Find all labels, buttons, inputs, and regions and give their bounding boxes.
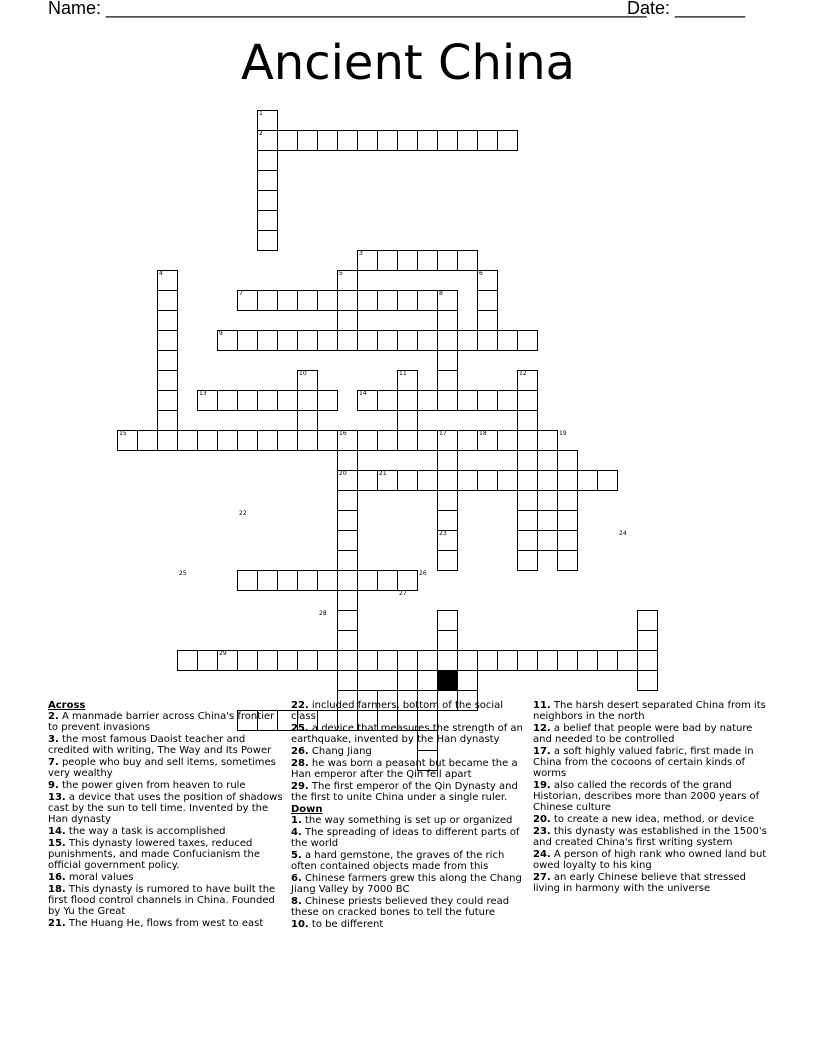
grid-cell[interactable]: [577, 470, 598, 491]
grid-cell[interactable]: [537, 430, 558, 451]
grid-cell[interactable]: [457, 330, 478, 351]
grid-cell[interactable]: [337, 310, 358, 331]
clue-item-text: people who buy and sell items, sometimes very wealthy: [48, 757, 276, 779]
grid-cell[interactable]: [517, 530, 538, 551]
clue-number-label: 15: [119, 430, 127, 437]
clue-item-number: 18.: [48, 884, 66, 895]
grid-cell[interactable]: [517, 450, 538, 471]
grid-cell[interactable]: [457, 470, 478, 491]
clue-item-number: 29.: [291, 781, 309, 792]
clue-item: [291, 873, 529, 895]
grid-cell[interactable]: [517, 510, 538, 531]
grid-cell[interactable]: [377, 570, 398, 591]
grid-cell[interactable]: [517, 650, 538, 671]
grid-cell[interactable]: [297, 130, 318, 151]
grid-cell[interactable]: [237, 650, 258, 671]
grid-cell[interactable]: [357, 330, 378, 351]
grid-cell[interactable]: [257, 230, 278, 251]
grid-cell[interactable]: [517, 330, 538, 351]
grid-cell[interactable]: [257, 210, 278, 231]
grid-cell[interactable]: [317, 570, 338, 591]
clue-item-number: 12.: [533, 723, 551, 734]
clue-item: [291, 700, 529, 722]
clue-number-label: 1: [259, 110, 263, 117]
clue-item-number: 20.: [533, 814, 551, 825]
grid-cell[interactable]: [637, 650, 658, 671]
clue-item: [291, 746, 529, 757]
grid-cell[interactable]: [277, 330, 298, 351]
grid-cell[interactable]: [277, 570, 298, 591]
grid-cell[interactable]: [417, 390, 438, 411]
grid-cell[interactable]: [257, 150, 278, 171]
grid-cell[interactable]: [477, 130, 498, 151]
clue-number-label: 14: [359, 390, 367, 397]
grid-cell[interactable]: [157, 330, 178, 351]
clue-item: [533, 723, 771, 745]
grid-cell[interactable]: [297, 390, 318, 411]
clue-number-label: 10: [299, 370, 307, 377]
grid-cell[interactable]: [337, 670, 358, 691]
grid-cell[interactable]: [557, 470, 578, 491]
grid-cell[interactable]: [457, 670, 478, 691]
grid-cell[interactable]: [477, 650, 498, 671]
grid-cell[interactable]: [637, 610, 658, 631]
clue-item-number: 8.: [291, 896, 302, 907]
clue-item: [533, 700, 771, 722]
clue-number-label: 23: [439, 530, 447, 537]
clue-item-text: A manmade barrier across China's frontier to prevent invasions: [48, 711, 275, 733]
grid-cell[interactable]: [337, 550, 358, 571]
grid-cell[interactable]: [277, 390, 298, 411]
grid-cell[interactable]: [577, 650, 598, 671]
clue-number-label: 8: [439, 290, 443, 297]
clue-item-number: 21.: [48, 918, 66, 929]
grid-cell[interactable]: [357, 430, 378, 451]
clue-item-number: 7.: [48, 757, 59, 768]
clue-item-number: 2.: [48, 711, 59, 722]
name-line: Name: ______________________________________________________: [48, 0, 647, 18]
grid-cell[interactable]: [337, 130, 358, 151]
clue-item-text: also called the records of the grand Historian, describes more than 2000 years of Chinese culture: [533, 780, 760, 813]
grid-cell[interactable]: [397, 250, 418, 271]
clue-item-text: Chinese farmers grew this along the Chang Jiang Valley by 7000 BC: [291, 873, 522, 895]
grid-cell[interactable]: [477, 470, 498, 491]
grid-cell[interactable]: [317, 290, 338, 311]
clue-number-label: 13: [199, 390, 207, 397]
grid-cell[interactable]: [497, 650, 518, 671]
grid-cell[interactable]: [417, 330, 438, 351]
clue-item: [291, 919, 529, 930]
grid-cell[interactable]: [357, 290, 378, 311]
clue-item-text: the most famous Daoist teacher and credited with writing, The Way and Its Power: [48, 734, 272, 756]
grid-cell[interactable]: [277, 130, 298, 151]
grid-cell[interactable]: [417, 430, 438, 451]
grid-cell[interactable]: [377, 250, 398, 271]
grid-cell[interactable]: [337, 570, 358, 591]
clue-item-text: this dynasty was established in the 1500's and created China's first writing system: [533, 826, 767, 848]
clue-item: [48, 872, 286, 883]
grid-cell[interactable]: [557, 510, 578, 531]
grid-cell[interactable]: [477, 330, 498, 351]
clue-number-label: 29: [219, 650, 227, 657]
grid-cell[interactable]: [197, 430, 218, 451]
clue-item-number: 26.: [291, 746, 309, 757]
clue-item-text: This dynasty is rumored to have built the first flood control channels in China. Founded by Yu the Great: [48, 884, 276, 917]
clue-item: [291, 827, 529, 849]
grid-cell[interactable]: [437, 610, 458, 631]
clue-item-text: a device that uses the position of shadows cast by the sun to tell time. Invented by the Han dynasty: [48, 792, 283, 825]
clue-item-text: The first emperor of the Qin Dynasty and the first to unite China under a single ruler.: [291, 781, 518, 803]
grid-cell[interactable]: [317, 650, 338, 671]
clue-item: [291, 781, 529, 803]
grid-cell[interactable]: [377, 390, 398, 411]
clue-item-text: A person of high rank who owned land but owed loyalty to his king: [533, 849, 767, 871]
grid-cell[interactable]: [337, 490, 358, 511]
clue-item: [48, 734, 286, 756]
grid-cell[interactable]: [257, 650, 278, 671]
date-line: Date: _______: [627, 0, 746, 18]
grid-cell[interactable]: [437, 510, 458, 531]
clue-item: [533, 780, 771, 813]
grid-cell[interactable]: [397, 410, 418, 431]
grid-cell[interactable]: [417, 130, 438, 151]
clue-item-number: 6.: [291, 873, 302, 884]
grid-cell[interactable]: [417, 670, 438, 691]
clue-number-label: 6: [479, 270, 483, 277]
grid-cell[interactable]: [557, 550, 578, 571]
clue-item-number: 5.: [291, 850, 302, 861]
grid-cell[interactable]: [437, 450, 458, 471]
clue-item-number: 19.: [533, 780, 551, 791]
grid-cell[interactable]: [357, 470, 378, 491]
grid-cell[interactable]: [517, 430, 538, 451]
grid-cell[interactable]: [157, 350, 178, 371]
clue-item: [48, 918, 286, 929]
clue-item-text: This dynasty lowered taxes, reduced punishments, and made Confucianism the official government policy.: [48, 838, 260, 871]
grid-cell[interactable]: [277, 650, 298, 671]
grid-cell[interactable]: [537, 530, 558, 551]
grid-cell[interactable]: [477, 390, 498, 411]
grid-cell[interactable]: [537, 450, 558, 471]
clue-item: [48, 757, 286, 779]
clue-number-label: 4: [159, 270, 163, 277]
grid-cell[interactable]: [437, 130, 458, 151]
grid-cell[interactable]: [597, 470, 618, 491]
grid-cell[interactable]: [317, 330, 338, 351]
grid-cell[interactable]: [457, 130, 478, 151]
clue-number-label: 19: [559, 430, 567, 437]
clue-item: [291, 815, 529, 826]
grid-cell[interactable]: [237, 330, 258, 351]
grid-cell[interactable]: [217, 430, 238, 451]
clue-item-number: 16.: [48, 872, 66, 883]
grid-cell[interactable]: [377, 650, 398, 671]
clue-item-number: 1.: [291, 815, 302, 826]
grid-cell[interactable]: [557, 650, 578, 671]
clue-number-label: 24: [619, 530, 627, 537]
clue-item-text: a soft highly valued fabric, first made in China from the cocoons of certain kinds of worms: [533, 746, 754, 779]
grid-cell[interactable]: [357, 130, 378, 151]
grid-cell[interactable]: [257, 290, 278, 311]
grid-cell[interactable]: [397, 390, 418, 411]
clue-number-label: 26: [419, 570, 427, 577]
grid-cell[interactable]: [437, 390, 458, 411]
grid-cell[interactable]: [277, 290, 298, 311]
grid-cell[interactable]: [177, 650, 198, 671]
clue-item-number: 24.: [533, 849, 551, 860]
clue-item: [48, 838, 286, 871]
clue-item: [48, 826, 286, 837]
grid-cell[interactable]: [437, 250, 458, 271]
clue-item: [533, 746, 771, 779]
grid-cell[interactable]: [477, 290, 498, 311]
grid-cell[interactable]: [397, 430, 418, 451]
grid-cell[interactable]: [157, 290, 178, 311]
clue-item-number: 27.: [533, 872, 551, 883]
clue-item-number: 14.: [48, 826, 66, 837]
clue-item-text: the way something is set up or organized: [301, 815, 513, 826]
grid-cell[interactable]: [317, 130, 338, 151]
grid-cell[interactable]: [337, 450, 358, 471]
grid-cell[interactable]: [337, 650, 358, 671]
grid-cell[interactable]: [157, 430, 178, 451]
grid-cell[interactable]: [257, 390, 278, 411]
grid-cell[interactable]: [437, 650, 458, 671]
grid-cell[interactable]: [337, 290, 358, 311]
clue-item: [533, 849, 771, 871]
clue-number-label: 11: [399, 370, 407, 377]
clue-number-label: 17: [439, 430, 447, 437]
clue-item: [291, 850, 529, 872]
clue-item-text: moral values: [65, 872, 134, 883]
grid-cell[interactable]: [257, 190, 278, 211]
grid-cell[interactable]: [537, 650, 558, 671]
clues-heading: Across: [48, 700, 86, 711]
grid-cell[interactable]: [437, 330, 458, 351]
clue-number-label: 9: [219, 330, 223, 337]
clue-item-text: to be different: [308, 919, 384, 930]
clue-item-text: an early Chinese believe that stressed living in harmony with the universe: [533, 872, 746, 894]
grid-cell[interactable]: [637, 670, 658, 691]
grid-cell[interactable]: [417, 470, 438, 491]
grid-cell[interactable]: [537, 490, 558, 511]
grid-cell[interactable]: [397, 650, 418, 671]
clue-item: [48, 780, 286, 791]
grid-cell[interactable]: [237, 430, 258, 451]
grid-cell[interactable]: [397, 670, 418, 691]
grid-cell[interactable]: [457, 650, 478, 671]
clue-item-number: 4.: [291, 827, 302, 838]
grid-cell[interactable]: [157, 310, 178, 331]
grid-cell[interactable]: [137, 430, 158, 451]
clues-column-1: [48, 700, 286, 930]
clue-item-number: 23.: [533, 826, 551, 837]
grid-cell[interactable]: [557, 450, 578, 471]
grid-cell[interactable]: [197, 650, 218, 671]
grid-cell[interactable]: [337, 610, 358, 631]
grid-cell[interactable]: [437, 490, 458, 511]
grid-cell[interactable]: [537, 510, 558, 531]
clue-item: [533, 814, 771, 825]
clue-item-text: The spreading of ideas to different parts of the world: [291, 827, 520, 849]
grid-cell[interactable]: [437, 630, 458, 651]
grid-cell[interactable]: [517, 550, 538, 571]
clue-item-text: a belief that people were bad by nature and needed to be controlled: [533, 723, 753, 745]
clue-item-number: 28.: [291, 758, 309, 769]
clues-heading: Down: [291, 804, 323, 815]
grid-cell[interactable]: [297, 650, 318, 671]
grid-cell-black: [437, 670, 458, 691]
grid-cell[interactable]: [237, 570, 258, 591]
grid-cell[interactable]: [297, 290, 318, 311]
grid-cell[interactable]: [317, 390, 338, 411]
clue-item: [291, 896, 529, 918]
grid-cell[interactable]: [417, 290, 438, 311]
grid-cell[interactable]: [437, 550, 458, 571]
grid-cell[interactable]: [257, 570, 278, 591]
grid-cell[interactable]: [637, 630, 658, 651]
grid-cell[interactable]: [337, 530, 358, 551]
grid-cell[interactable]: [557, 490, 578, 511]
grid-cell[interactable]: [157, 410, 178, 431]
grid-cell[interactable]: [457, 390, 478, 411]
clues-column-3: [533, 700, 771, 895]
clue-number-label: 27: [399, 590, 407, 597]
grid-cell[interactable]: [517, 410, 538, 431]
grid-cell[interactable]: [397, 290, 418, 311]
clue-item: [291, 758, 529, 780]
clue-item-text: The harsh desert separated China from its neighbors in the north: [533, 700, 766, 722]
clue-item-number: 13.: [48, 792, 66, 803]
grid-cell[interactable]: [297, 570, 318, 591]
clue-item: [291, 723, 529, 745]
grid-cell[interactable]: [517, 470, 538, 491]
grid-cell[interactable]: [157, 390, 178, 411]
grid-cell[interactable]: [157, 370, 178, 391]
clue-number-label: 21: [379, 470, 387, 477]
clue-number-label: 20: [339, 470, 347, 477]
grid-cell[interactable]: [597, 650, 618, 671]
grid-cell[interactable]: [497, 330, 518, 351]
grid-cell[interactable]: [437, 370, 458, 391]
grid-cell[interactable]: [377, 430, 398, 451]
grid-cell[interactable]: [537, 470, 558, 491]
grid-cell[interactable]: [337, 510, 358, 531]
clue-item-text: a hard gemstone, the graves of the rich often contained objects made from this: [291, 850, 505, 872]
grid-cell[interactable]: [517, 390, 538, 411]
grid-cell[interactable]: [357, 650, 378, 671]
clue-number-label: 25: [179, 570, 187, 577]
clue-item-text: a device that measures the strength of an earthquake, invented by the Han dynasty: [291, 723, 523, 745]
clue-item-number: 9.: [48, 780, 59, 791]
grid-cell[interactable]: [257, 430, 278, 451]
clue-number-label: 12: [519, 370, 527, 377]
grid-cell[interactable]: [257, 170, 278, 191]
grid-cell[interactable]: [277, 430, 298, 451]
clue-number-label: 3: [359, 250, 363, 257]
grid-cell[interactable]: [417, 650, 438, 671]
clue-number-label: 7: [239, 290, 243, 297]
grid-cell[interactable]: [397, 330, 418, 351]
clue-item-number: 15.: [48, 838, 66, 849]
clues-column-2: [291, 700, 529, 931]
grid-cell[interactable]: [297, 330, 318, 351]
clue-item-text: included farmers, bottom of the social class: [291, 700, 504, 722]
clue-item-number: 25.: [291, 723, 309, 734]
grid-cell[interactable]: [517, 490, 538, 511]
grid-cell[interactable]: [237, 390, 258, 411]
clue-item-text: the power given from heaven to rule: [58, 780, 246, 791]
clue-item-text: he was born a peasant but became the a Han emperor after the Qin fell apart: [291, 758, 518, 780]
grid-cell[interactable]: [497, 470, 518, 491]
clue-item-text: to create a new idea, method, or device: [550, 814, 755, 825]
clue-item-number: 10.: [291, 919, 309, 930]
clue-item-text: the way a task is accomplished: [65, 826, 226, 837]
grid-cell[interactable]: [337, 330, 358, 351]
clue-item-number: 11.: [533, 700, 551, 711]
grid-cell[interactable]: [177, 430, 198, 451]
grid-cell[interactable]: [497, 390, 518, 411]
grid-cell[interactable]: [257, 330, 278, 351]
clue-number-label: 16: [339, 430, 347, 437]
clue-item: [533, 872, 771, 894]
grid-cell[interactable]: [437, 310, 458, 331]
grid-cell[interactable]: [377, 130, 398, 151]
clue-item-text: Chinese priests believed they could read these on cracked bones to tell the future: [291, 896, 510, 918]
grid-cell[interactable]: [457, 250, 478, 271]
grid-cell[interactable]: [617, 650, 638, 671]
clue-item-text: The Huang He, flows from west to east: [65, 918, 264, 929]
grid-cell[interactable]: [477, 310, 498, 331]
grid-cell[interactable]: [337, 590, 358, 611]
clue-item: [48, 711, 286, 733]
grid-cell[interactable]: [457, 430, 478, 451]
clue-item: [48, 792, 286, 825]
clue-number-label: 5: [339, 270, 343, 277]
grid-cell[interactable]: [217, 390, 238, 411]
grid-cell[interactable]: [437, 470, 458, 491]
grid-cell[interactable]: [557, 530, 578, 551]
grid-cell[interactable]: [297, 410, 318, 431]
clue-item-number: 17.: [533, 746, 551, 757]
grid-cell[interactable]: [357, 570, 378, 591]
clue-number-label: 2: [259, 130, 263, 137]
grid-cell[interactable]: [417, 250, 438, 271]
grid-cell[interactable]: [437, 350, 458, 371]
grid-cell[interactable]: [497, 430, 518, 451]
grid-cell[interactable]: [377, 290, 398, 311]
grid-cell[interactable]: [377, 330, 398, 351]
clue-item-text: Chang Jiang: [308, 746, 372, 757]
page-title: Ancient China: [240, 35, 576, 91]
grid-cell[interactable]: [497, 130, 518, 151]
clue-item: [533, 826, 771, 848]
clue-item-number: 22.: [291, 700, 309, 711]
clue-item: [48, 884, 286, 917]
clue-number-label: 18: [479, 430, 487, 437]
grid-cell[interactable]: [317, 430, 338, 451]
grid-cell[interactable]: [397, 130, 418, 151]
grid-cell[interactable]: [397, 570, 418, 591]
clue-item-number: 3.: [48, 734, 59, 745]
clue-number-label: 22: [239, 510, 247, 517]
grid-cell[interactable]: [297, 430, 318, 451]
grid-cell[interactable]: [397, 470, 418, 491]
grid-cell[interactable]: [337, 630, 358, 651]
clue-number-label: 28: [319, 610, 327, 617]
